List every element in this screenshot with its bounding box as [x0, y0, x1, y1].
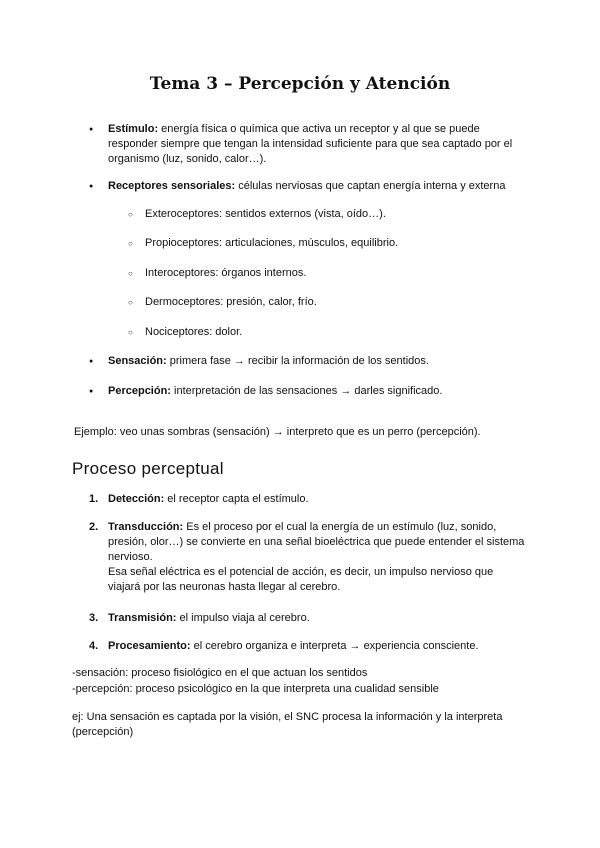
bullet-sensacion	[108, 354, 528, 369]
bullet-percepcion	[108, 384, 528, 399]
step-item	[89, 520, 528, 595]
term: Sensación:	[108, 355, 167, 367]
definition: interpretación de las sensaciones → darles significado.	[170, 385, 443, 397]
step-item	[89, 639, 548, 654]
subitem: ○ Propioceptores: articulaciones, músculos, equilibrio.	[145, 236, 398, 251]
step-item	[89, 611, 528, 626]
definition: Es el proceso por el cual la energía de un estímulo (luz, sonido, presión, olor…) se convierte en una señal bioeléctrica que puede entender el sistema nervioso.	[108, 521, 525, 563]
term: Estímulo:	[108, 123, 159, 135]
term: Percepción:	[108, 385, 171, 397]
note-line: -percepción: proceso psicológico en la que interpreta una cualidad sensible	[72, 683, 439, 695]
step-number: 4.	[89, 640, 99, 652]
step-number: 1.	[89, 493, 99, 505]
definition: células nerviosas que captan energía interna y externa	[235, 180, 506, 192]
definition-continued: Esa señal eléctrica es el potencial de acción, es decir, un impulso nervioso que viajará por las neuronas hasta llegar al cerebro.	[108, 566, 494, 593]
definition: el impulso viaja al cerebro.	[176, 612, 310, 624]
page-title: Tema 3 – Percepción y Atención	[149, 74, 451, 94]
section-heading: Proceso perceptual	[72, 459, 224, 478]
term: Detección:	[108, 493, 165, 505]
subitem: ○ Interoceptores: órganos internos.	[145, 266, 306, 281]
example-note: ej: Una sensación es captada por la visión, el SNC procesa la información y la interpreta (percepción)	[72, 711, 503, 738]
subitem: ○ Nociceptores: dolor.	[145, 325, 242, 340]
example-text: Ejemplo: veo unas sombras (sensación) → interpreto que es un perro (percepción).	[74, 426, 481, 438]
subitem: ○ Dermoceptores: presión, calor, frío.	[145, 295, 317, 310]
step-item	[89, 492, 528, 507]
definition: primera fase → recibir la información de los sentidos.	[166, 355, 429, 367]
definition: el receptor capta el estímulo.	[164, 493, 309, 505]
note-line: -sensación: proceso fisiológico en el que actuan los sentidos	[72, 667, 368, 679]
step-number: 3.	[89, 612, 99, 624]
step-number: 2.	[89, 521, 99, 533]
term: Transmisión:	[108, 612, 177, 624]
term: Procesamiento:	[108, 640, 191, 652]
bullet-receptores	[108, 179, 528, 194]
bullet-estimulo	[108, 122, 528, 167]
subitem: ○ Exteroceptores: sentidos externos (vista, oído…).	[145, 207, 386, 222]
term: Receptores sensoriales:	[108, 180, 236, 192]
definition: energía física o química que activa un receptor y al que se puede responder siempre que tengan la intensidad suficiente para que sea captado por el organismo (luz, sonido, calor…).	[108, 123, 513, 165]
term: Transducción:	[108, 521, 184, 533]
definition: el cerebro organiza e interpreta → experiencia consciente.	[190, 640, 479, 652]
